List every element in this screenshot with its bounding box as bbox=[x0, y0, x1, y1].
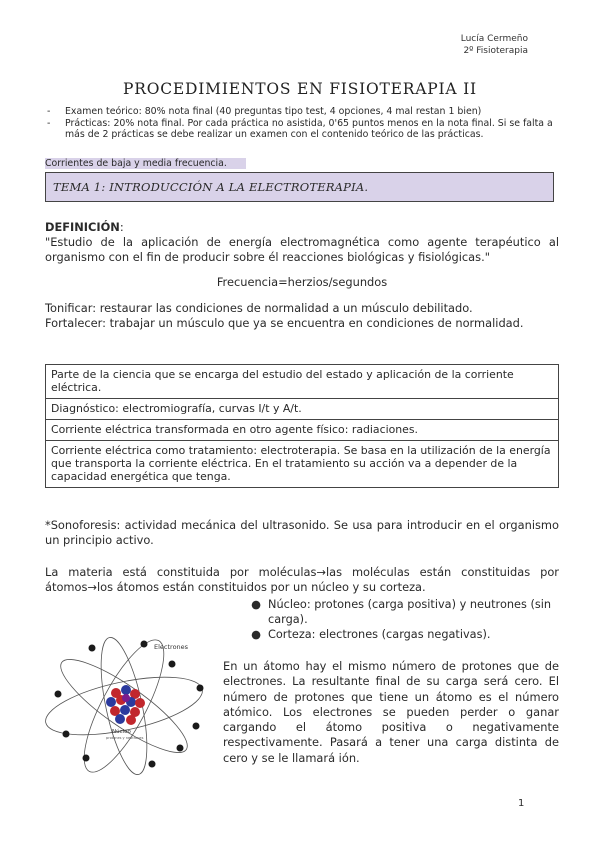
atom-paragraph: En un átomo hay el mismo número de protones que de electrones. La resultante final de su carga será cero. El número de protones que tiene un átomo es el número atómico. Los electrones se pueden perder o ganar cargando el átomo positiva o negativamente respectivamente. Pasará a tener una carga distinta de cero y se le llamará ión. bbox=[223, 659, 559, 765]
author-block bbox=[461, 33, 528, 57]
definition-block bbox=[45, 220, 559, 265]
list-item: ● Núcleo: protones (carga positiva) y neutrones (sin carga). bbox=[244, 597, 558, 627]
formula: Frecuencia=herzios/segundos bbox=[216, 275, 388, 289]
document-title: PROCEDIMIENTOS EN FISIOTERAPIA II bbox=[123, 80, 477, 98]
definition-text: "Estudio de la aplicación de energía electromagnética como agente terapéutico al organismo con el fin de producir sobre él reacciones biológicas y fisiológicas." bbox=[45, 235, 559, 264]
list-item-text: Núcleo: protones (carga positiva) y neutrones (sin carga). bbox=[268, 598, 552, 626]
table-row: Diagnóstico: electromiografía, curvas I/t y A/t. bbox=[46, 399, 558, 420]
nucleus-sublabel: protones y neutrones bbox=[106, 736, 144, 740]
list-item-text: Prácticas: 20% nota final. Por cada práctica no asistida, 0'65 puntos menos en la nota final. Si se falta a más de 2 prácticas se debe realizar un examen con el contenido teórico de las prácticas. bbox=[65, 117, 553, 141]
list-item-text: Corteza: electrones (cargas negativas). bbox=[268, 628, 491, 641]
page-number: 1 bbox=[518, 798, 525, 809]
author-course: 2º Fisioterapia bbox=[463, 46, 528, 56]
exam-info-list bbox=[47, 106, 557, 141]
highlighted-subtitle: Corrientes de baja y media frecuencia. bbox=[45, 158, 246, 169]
definition-colon: : bbox=[119, 220, 124, 234]
tonificar-text: Tonificar: restaurar las condiciones de normalidad a un músculo debilitado. bbox=[45, 301, 473, 315]
electrons-label: Electrones bbox=[154, 643, 189, 651]
table-row: Corriente eléctrica transformada en otro agente físico: radiaciones. bbox=[46, 420, 558, 441]
table-row: Parte de la ciencia que se encarga del estudio del estado y aplicación de la corriente eléctrica. bbox=[46, 365, 558, 399]
list-item: - Prácticas: 20% nota final. Por cada práctica no asistida, 0'65 puntos menos en la nota final. Si se falta a más de 2 prácticas se debe realizar un examen con el contenido teórico de las prácticas. bbox=[47, 118, 557, 141]
list-item: - Examen teórico: 80% nota final (40 preguntas tipo test, 4 opciones, 4 mal restan 1 bien) bbox=[47, 106, 482, 117]
definitions-table bbox=[45, 364, 559, 488]
definition-label: DEFINICIÓN bbox=[45, 220, 120, 234]
table-row: Corriente eléctrica como tratamiento: electroterapia. Se basa en la utilización de la energía que transporta la corriente eléctrica. En el tratamiento su acción va a depender de la capacidad energética que tenga. bbox=[51, 444, 551, 483]
list-item: ● Corteza: electrones (cargas negativas). bbox=[251, 628, 491, 641]
author-name: Lucía Cermeño bbox=[460, 34, 528, 44]
atom-diagram bbox=[40, 630, 218, 780]
materia-text: La materia está constituida por moléculas→las moléculas están constituidas por átomos→los átomos están constituidos por un núcleo y su corteza. bbox=[45, 565, 559, 594]
section-heading: TEMA 1: INTRODUCCIÓN A LA ELECTROTERAPIA. bbox=[45, 172, 554, 202]
nucleus-label: Núcleo bbox=[112, 729, 131, 735]
list-item-text: Examen teórico: 80% nota final (40 preguntas tipo test, 4 opciones, 4 mal restan 1 bien) bbox=[65, 106, 482, 117]
fortalecer-text: Fortalecer: trabajar un músculo que ya se encuentra en condiciones de normalidad. bbox=[45, 316, 524, 330]
atom-parts-list bbox=[244, 597, 558, 642]
sonoforesis-text: *Sonoforesis: actividad mecánica del ultrasonido. Se usa para introducir en el organismo un principio activo. bbox=[45, 518, 559, 547]
